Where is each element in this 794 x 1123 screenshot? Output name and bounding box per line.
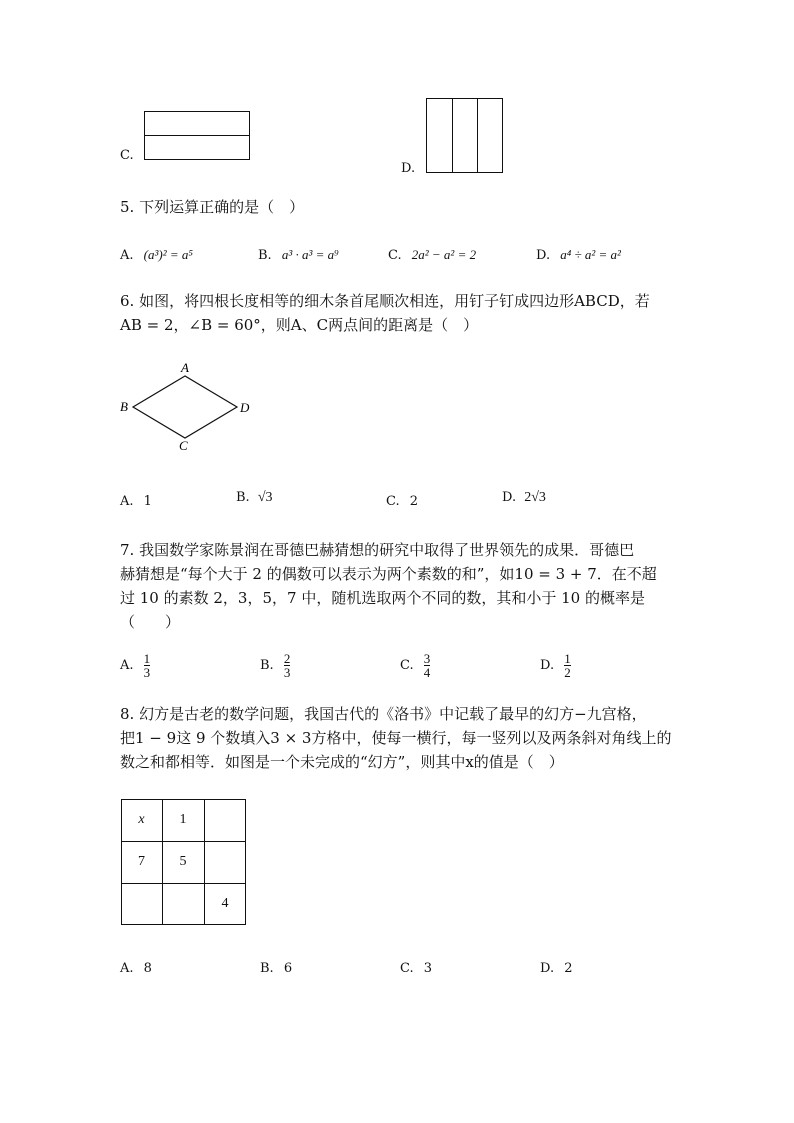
q8-a-value: 8: [143, 961, 152, 976]
q4-d-divider-1: [452, 99, 453, 172]
q5-c-expr: 2a² − a² = 2: [411, 247, 477, 262]
vertex-label-a: A: [181, 360, 189, 375]
magic-square-grid: [121, 799, 246, 925]
q4-option-d-label: D.: [401, 161, 416, 176]
grid-cell-r3c1: [121, 883, 162, 925]
q5-b-label: B.: [258, 248, 272, 263]
q5-option-b: [258, 247, 339, 263]
q7-b-numerator: 2: [283, 651, 291, 666]
q6-a-label: A.: [120, 494, 134, 509]
q4-c-divider: [145, 135, 249, 136]
q5-c-label: C.: [388, 248, 402, 263]
q7-d-numerator: 1: [564, 651, 571, 666]
q6-option-d: [502, 490, 546, 506]
rhombus-abcd: [133, 376, 237, 438]
q6-c-value: 2: [409, 494, 419, 509]
q8-b-label: B.: [260, 961, 274, 976]
q6-d-value: 2√3: [524, 490, 546, 505]
q8-stem-line1: 8. 幻方是古老的数学问题，我国古代的《洛书》中记载了最早的幻方−九宫格，: [120, 705, 647, 723]
q8-option-b: [260, 961, 292, 976]
vertex-label-d: D: [240, 400, 250, 415]
q5-option-d: [536, 247, 621, 263]
q8-c-value: 3: [423, 961, 433, 976]
q6-a-value: 1: [143, 494, 152, 509]
q8-stem-line3: 数之和都相等．如图是一个未完成的“幻方”，则其中x的值是（ ）: [120, 753, 564, 771]
q7-d-label: D.: [540, 658, 555, 673]
q8-option-a: [120, 961, 152, 976]
q6-c-label: C.: [386, 494, 400, 509]
q5-d-label: D.: [536, 248, 551, 263]
q4-option-c-label: C.: [120, 148, 134, 163]
q7-option-b: [260, 652, 290, 679]
q7-option-c: [400, 652, 430, 679]
grid-cell-r2c2: 5: [179, 854, 187, 869]
q4-d-divider-2: [477, 99, 478, 172]
q7-stem-line4: （ ）: [120, 613, 181, 631]
q7-a-fraction: [144, 652, 151, 679]
q7-d-fraction: [564, 652, 571, 679]
q4-option-d-figure: [426, 98, 503, 173]
q7-option-a: [120, 652, 150, 679]
q8-stem-line2: 把1 − 9这 9 个数填入3 × 3方格中，使每一横行，每一竖列以及两条斜对角线上的: [120, 729, 672, 747]
q5-a-expr: (a³)² = a⁵: [143, 247, 193, 262]
q7-a-numerator: 1: [143, 651, 151, 666]
q7-option-d: [540, 652, 571, 679]
q6-stem-line1: 6. 如图，将四根长度相等的细木条首尾顺次相连，用钉子钉成四边形ABCD，若: [120, 292, 650, 310]
q7-stem-line1: 7. 我国数学家陈景润在哥德巴赫猜想的研究中取得了世界领先的成果．哥德巴: [120, 541, 635, 559]
q5-d-expr: a⁴ ÷ a² = a²: [560, 247, 621, 262]
q5-option-a: [120, 247, 193, 263]
grid-cell-r1c2: 1: [179, 812, 187, 827]
q4-option-c-figure: [144, 111, 250, 160]
grid-cell-r1c1: x: [138, 812, 145, 827]
q7-b-fraction: [284, 652, 291, 679]
grid-cell-r3c3: 4: [221, 896, 229, 911]
q6-stem-line2: AB = 2，∠B = 60°，则A、C两点间的距离是（ ）: [120, 316, 479, 334]
grid-cell-r3c2: [162, 883, 204, 925]
q8-d-value: 2: [564, 961, 573, 976]
q5-a-label: A.: [120, 248, 134, 263]
q7-b-denominator: 3: [283, 665, 291, 680]
q7-a-denominator: 3: [143, 665, 151, 680]
q6-option-a: [120, 494, 152, 509]
q7-c-numerator: 3: [423, 651, 431, 666]
grid-cell-r2c1: 7: [138, 854, 145, 869]
q8-a-label: A.: [120, 961, 134, 976]
q6-option-c: [386, 494, 418, 509]
vertex-label-c: C: [179, 438, 188, 453]
q6-option-b: [236, 490, 273, 506]
q7-c-label: C.: [400, 658, 414, 673]
q7-d-denominator: 2: [564, 665, 571, 680]
q6-d-label: D.: [502, 490, 517, 505]
vertex-label-b: B: [120, 399, 128, 414]
q8-option-d: [540, 961, 573, 976]
q5-option-c: [388, 247, 476, 263]
q8-c-label: C.: [400, 961, 414, 976]
q6-b-label: B.: [236, 490, 250, 505]
q5-stem: 5. 下列运算正确的是（ ）: [120, 198, 305, 216]
q7-a-label: A.: [120, 658, 134, 673]
q8-option-c: [400, 961, 432, 976]
grid-cell-r1c3: [204, 799, 246, 841]
grid-cell-r2c3: [204, 841, 246, 883]
q7-c-fraction: [424, 652, 431, 679]
q8-b-value: 6: [283, 961, 293, 976]
q7-c-denominator: 4: [423, 665, 431, 680]
q8-d-label: D.: [540, 961, 555, 976]
rhombus-figure: [115, 360, 260, 455]
q6-b-value: √3: [257, 490, 273, 505]
q7-stem-line3: 过 10 的素数 2，3，5，7 中，随机选取两个不同的数，其和小于 10 的概率是: [120, 589, 645, 607]
q7-b-label: B.: [260, 658, 274, 673]
q7-stem-line2: 赫猜想是“每个大于 2 的偶数可以表示为两个素数的和”，如10 = 3 + 7．在不超: [120, 565, 657, 583]
q5-b-expr: a³ · a³ = a⁹: [281, 247, 339, 262]
